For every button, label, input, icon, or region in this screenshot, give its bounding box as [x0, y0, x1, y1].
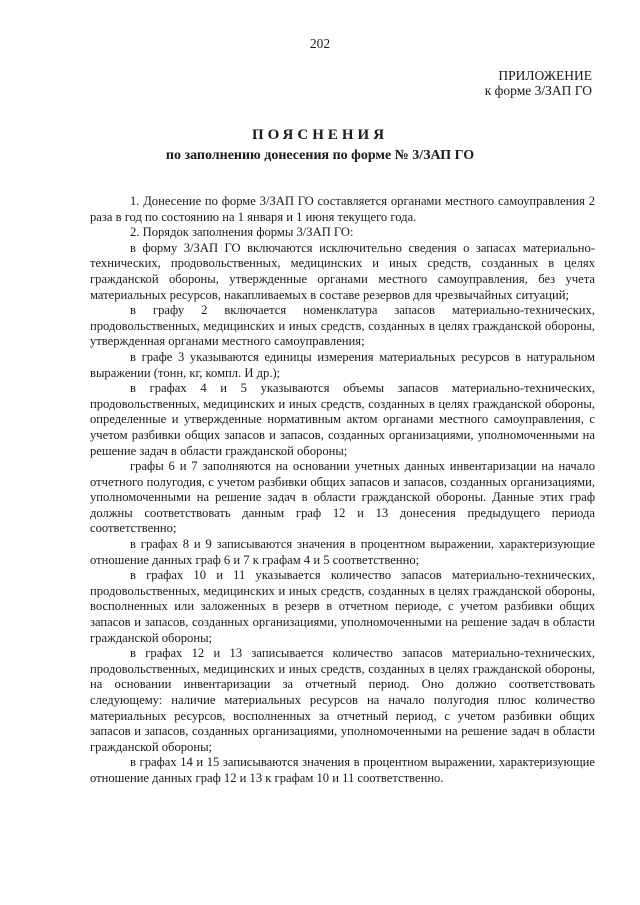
document-title: ПОЯСНЕНИЯ: [251, 127, 389, 143]
paragraph: в графах 10 и 11 указывается количество запасов материально-технических, продовольственных, медицинских и иных средств, созданных в целях гражданской обороны, восполненных или заложенных в резерв в отчетном периоде, с учетом разбивки общих запасов и запасов, созданных организациями, уполномоченными на решение задач в области гражданской обороны;: [90, 568, 595, 645]
appendix-label: [485, 68, 592, 98]
page-number: 202: [309, 36, 331, 51]
paragraph: в графах 4 и 5 указываются объемы запасов материально-технических, продовольственных, медицинских и иных средств, созданных в целях гражданской обороны, определенные и утвержденные нормативным актом органами местного самоуправления, с учетом разбивки общих запасов и запасов, созданных организациями, уполномоченными на решение задач в области гражданской обороны;: [90, 381, 595, 458]
paragraph: 1. Донесение по форме 3/ЗАП ГО составляется органами местного самоуправления 2 раза в год по состоянию на 1 января и 1 июня текущего года.: [90, 194, 595, 224]
paragraph: в форму 3/ЗАП ГО включаются исключительно сведения о запасах материально-технических, продовольственных, медицинских и иных средств, созданных в целях гражданской обороны, утвержденные органами местного самоуправления, без учета материальных ресурсов, накапливаемых в составе резервов для чрезвычайных ситуаций;: [90, 240, 595, 302]
body-text: [90, 194, 595, 787]
paragraph: в графах 12 и 13 записывается количество запасов материально-технических, продовольственных, медицинских и иных средств, созданных в целях гражданской обороны, на основании инвентаризации за отчетный период. Оно должно соответствовать следующему: наличие материальных ресурсов на начало полугодия плюс количество материальных ресурсов, восполненных за отчетный период, с учетом разбивки общих запасов и запасов, созданных организациями, уполномоченными на решение задач в области гражданской обороны;: [90, 646, 595, 754]
paragraph: в графу 2 включается номенклатура запасов материально-технических, продовольственных, медицинских и иных средств, созданных в целях гражданской обороны, утвержденная органами местного самоуправления;: [90, 303, 595, 349]
paragraph: в графе 3 указываются единицы измерения материальных ресурсов в натуральном выражении (тонн, кг, компл. И др.);: [90, 349, 595, 380]
paragraph: в графах 8 и 9 записываются значения в процентном выражении, характеризующие отношение данных граф 6 и 7 к графам 4 и 5 соответственно;: [90, 537, 595, 567]
document-subtitle: по заполнению донесения по форме № 3/ЗАП ГО: [165, 148, 475, 163]
paragraph: в графах 14 и 15 записываются значения в процентном выражении, характеризующие отношение данных граф 12 и 13 к графам 10 и 11 соответственно.: [90, 755, 595, 785]
paragraph: графы 6 и 7 заполняются на основании учетных данных инвентаризации на начало отчетного полугодия, с учетом разбивки общих запасов и запасов, созданных организациями, уполномоченными на решение задач в области гражданской обороны. Данные этих граф должны соответствовать данным граф 12 и 13 донесения предыдущего периода соответственно;: [90, 459, 595, 536]
appendix-line-2: к форме 3/ЗАП ГО: [484, 83, 592, 98]
appendix-line-1: ПРИЛОЖЕНИЕ: [498, 68, 592, 83]
paragraph: 2. Порядок заполнения формы 3/ЗАП ГО:: [130, 225, 354, 240]
